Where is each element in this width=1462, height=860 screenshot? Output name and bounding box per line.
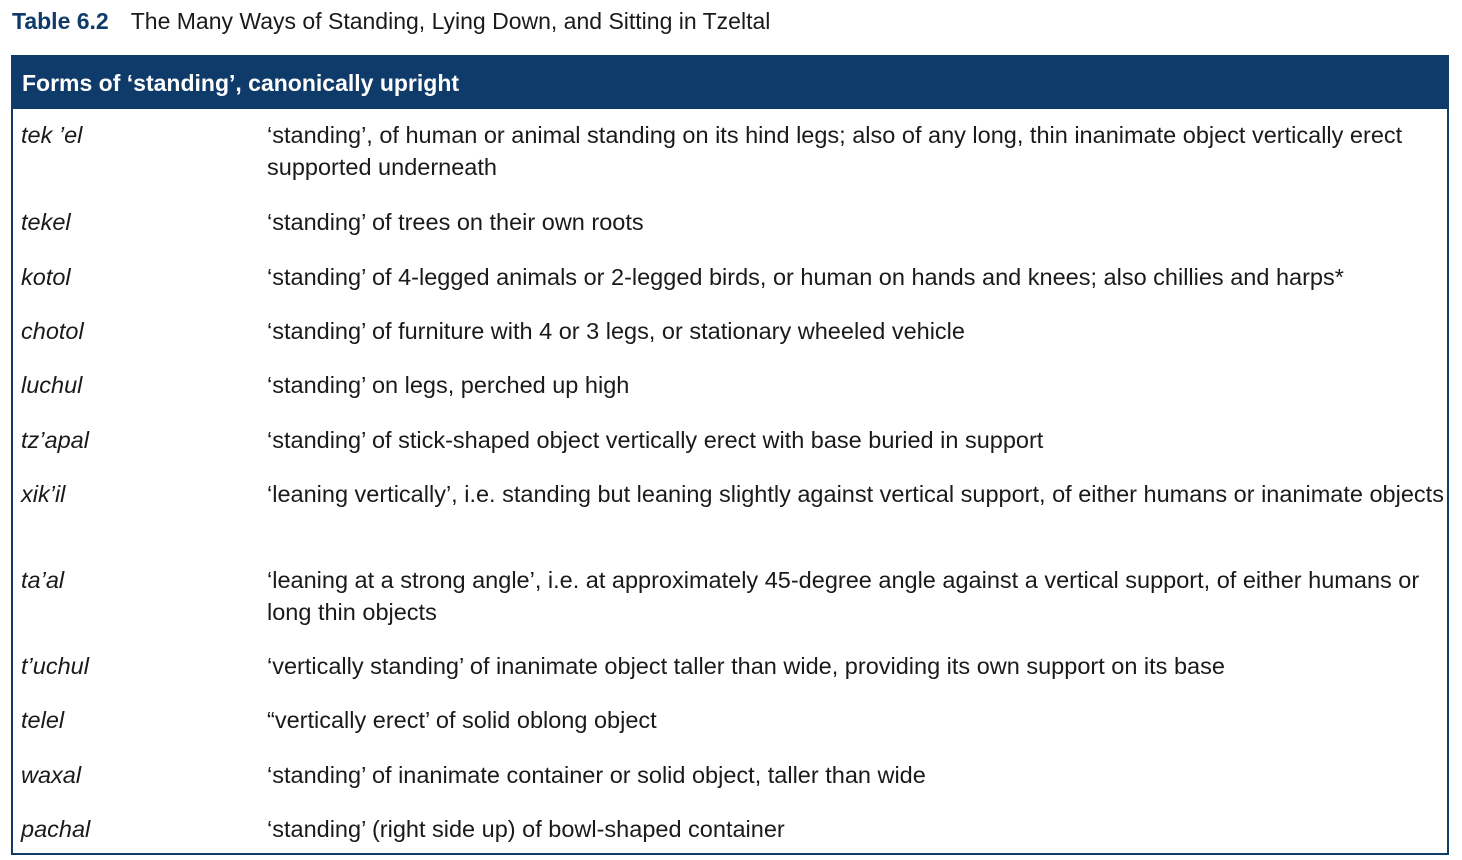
section-header: Forms of ‘standing’, canonically upright: [13, 57, 1447, 109]
definition: ‘vertically standing’ of inanimate object taller than wide, providing its own support on its base: [267, 653, 1225, 679]
table-caption: [12, 6, 770, 36]
term: tekel: [21, 209, 71, 235]
definition: ‘standing’ of 4-legged animals or 2-legged birds, or human on hands and knees; also chillies and harps*: [267, 264, 1344, 290]
table-number: Table 6.2: [12, 8, 109, 34]
term: tek ’el: [21, 122, 83, 148]
definition: ‘standing’ of stick-shaped object vertically erect with base buried in support: [267, 427, 1044, 453]
term: waxal: [21, 762, 82, 788]
definition: ‘standing’ of trees on their own roots: [267, 209, 644, 235]
term: kotol: [21, 264, 71, 290]
definition: ‘standing’ (right side up) of bowl-shaped container: [267, 816, 785, 842]
definition: “vertically erect’ of solid oblong object: [267, 707, 657, 733]
definition: ‘standing’ of furniture with 4 or 3 legs, or stationary wheeled vehicle: [267, 318, 965, 344]
definition: ‘standing’ of inanimate container or solid object, taller than wide: [267, 762, 926, 788]
table-title: The Many Ways of Standing, Lying Down, and Sitting in Tzeltal: [130, 8, 771, 34]
term: t’uchul: [21, 653, 89, 679]
term: tz’apal: [21, 427, 89, 453]
standing-forms-table: [11, 55, 1449, 855]
term: chotol: [21, 318, 84, 344]
term: luchul: [21, 372, 83, 398]
term: telel: [21, 707, 65, 733]
definition: ‘standing’, of human or animal standing on its hind legs; also of any long, thin inanimate object vertically erect supported underneath: [267, 122, 1403, 180]
definition: ‘leaning vertically’, i.e. standing but leaning slightly against vertical support, of either humans or inanimate objects: [267, 481, 1444, 507]
term: pachal: [21, 816, 91, 842]
term: xik’il: [21, 481, 66, 507]
term: ta’al: [21, 567, 65, 593]
definition: ‘leaning at a strong angle’, i.e. at approximately 45-degree angle against a vertical support, of either humans or long thin objects: [267, 567, 1420, 625]
definition: ‘standing’ on legs, perched up high: [267, 372, 630, 398]
